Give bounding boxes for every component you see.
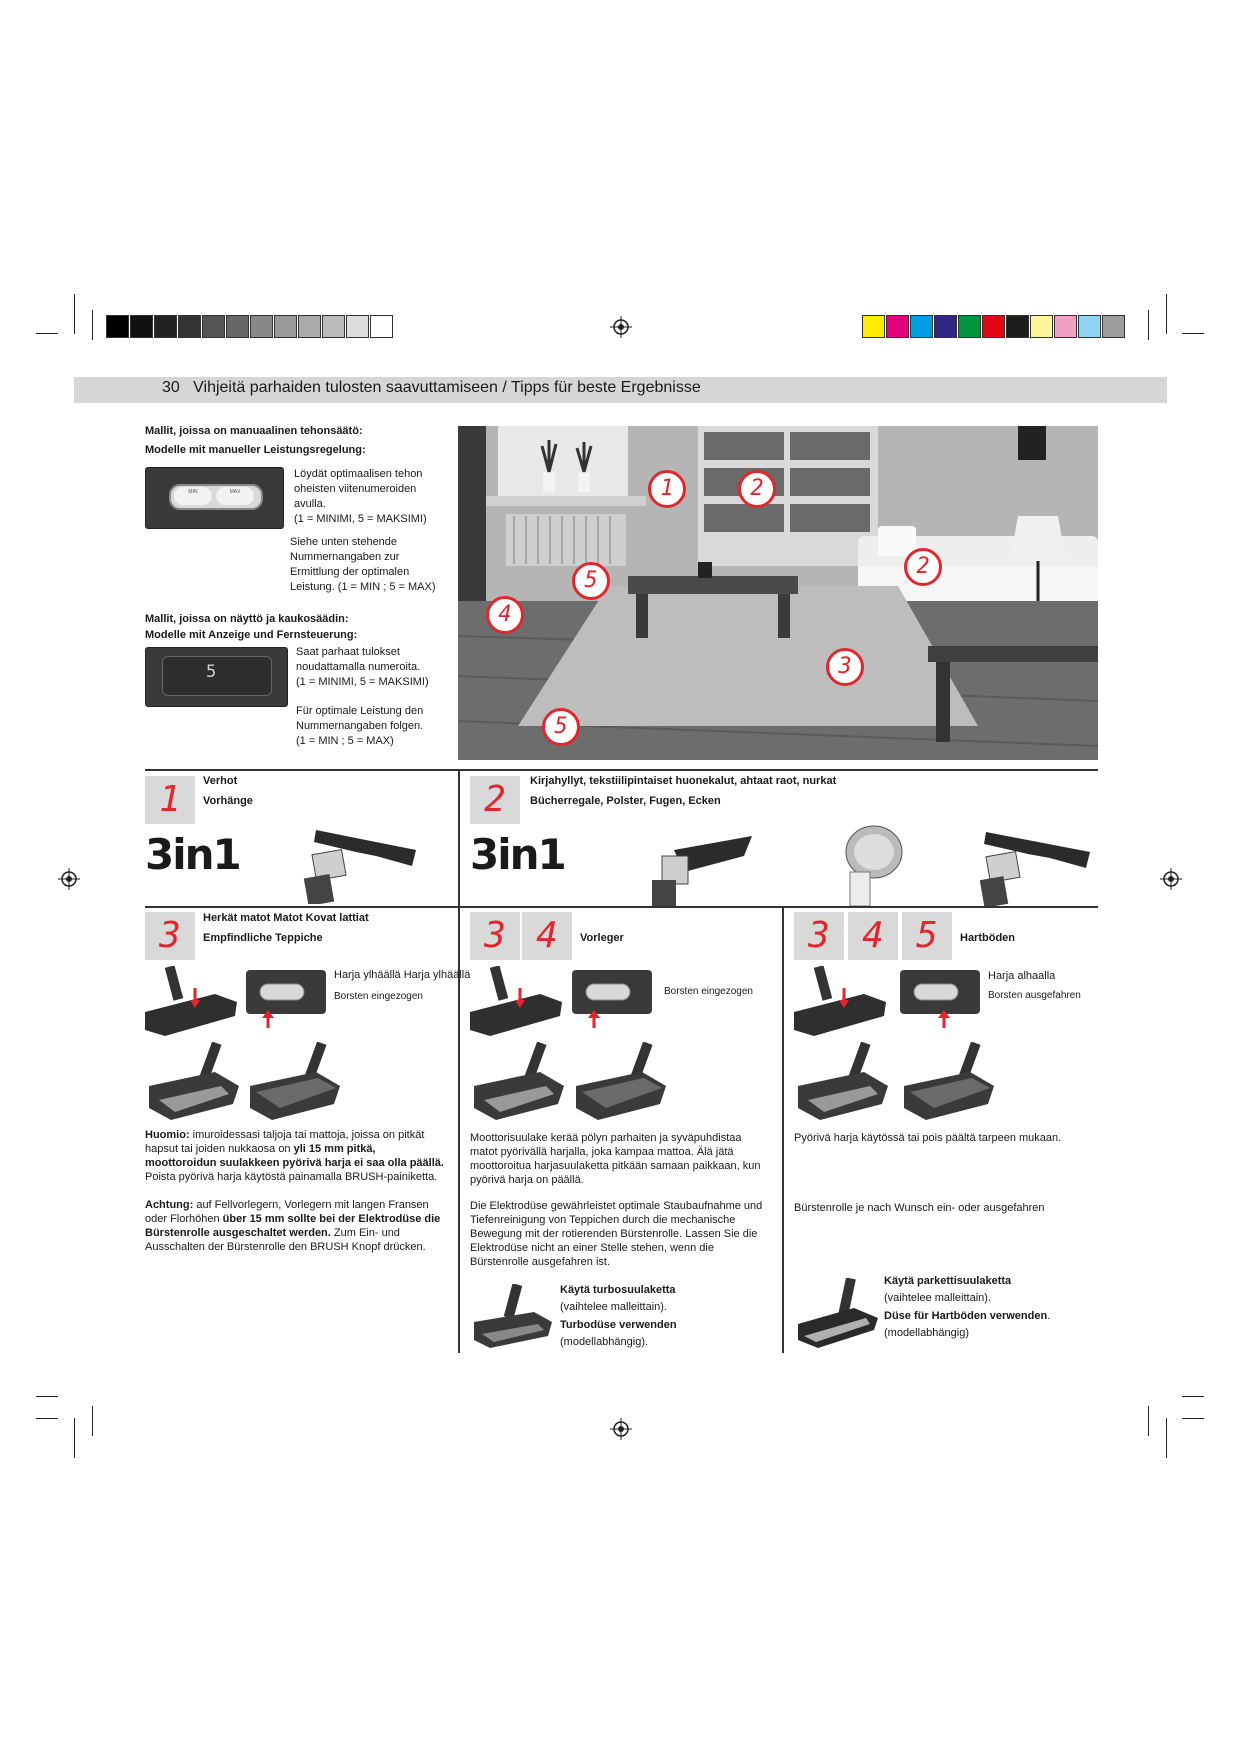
- section2-title-fi: Kirjahyllyt, tekstiilipintaiset huonekalut, ahtaat raot, nurkat: [530, 775, 837, 787]
- min-button: MIN: [174, 487, 212, 505]
- section345-text-fi: Pyörivä harja käytössä tai pois päältä tarpeen mukaan.: [794, 1132, 1062, 1144]
- digit-badge-4: 4: [522, 912, 572, 960]
- room-marker-4: 4: [486, 596, 524, 634]
- section3-note-de: Achtung: auf Fellvorlegern, Vorlegern mit langen Fransen oder Florhöhen über 15 mm sollte bei der Elektrodüse die Bürstenrolle ausgeschaltet werden. Zum Ein- und Ausschalten der Bürstenrolle den BRUSH Knopf drücken.: [145, 1199, 441, 1253]
- gray-swatch: [106, 315, 129, 338]
- registration-mark-icon: [610, 1418, 632, 1440]
- crop-mark: [36, 1396, 58, 1397]
- digit-badge-3: 3: [794, 912, 844, 960]
- floor-nozzle-icon: [572, 1042, 672, 1122]
- section1-title-de: Vorhänge: [203, 795, 253, 807]
- section3-brush-fi: Harja ylhäällä Harja ylhäällä: [334, 969, 471, 981]
- gray-swatch: [250, 315, 273, 338]
- gray-swatch: [178, 315, 201, 338]
- dusting-brush-icon: [828, 822, 908, 906]
- parquet-nozzle-de-note: (modellabhängig): [884, 1327, 969, 1339]
- manual-text-fi: Löydät optimaalisen tehon oheisten viitenumeroiden avulla. (1 = MINIMI, 5 = MAKSIMI): [294, 468, 427, 525]
- section2-title-de: Bücherregale, Polster, Fugen, Ecken: [530, 795, 721, 807]
- digit-badge-4: 4: [848, 912, 898, 960]
- section345-title: Hartböden: [960, 932, 1015, 944]
- gray-swatch: [322, 315, 345, 338]
- crop-mark: [74, 294, 75, 334]
- crop-mark: [1148, 310, 1149, 340]
- crevice-nozzle-icon: [644, 830, 754, 906]
- parquet-nozzle-de: Düse für Hartböden verwenden.: [884, 1310, 1051, 1322]
- display-text-de: Für optimale Leistung den Nummernangaben folgen. (1 = MIN ; 5 = MAX): [296, 705, 424, 747]
- manual-heading-de: Modelle mit manueller Leistungsregelung:: [145, 444, 366, 456]
- title-separator: /: [502, 379, 507, 396]
- room-marker-2: 2: [904, 548, 942, 586]
- turbo-nozzle-de-note: (modellabhängig).: [560, 1336, 649, 1348]
- crop-mark: [1166, 294, 1167, 334]
- digit-badge-5: 5: [902, 912, 952, 960]
- color-swatch: [1006, 315, 1029, 338]
- turbo-nozzle-icon: [472, 1284, 554, 1350]
- turbo-nozzle-fi-note: (vaihtelee malleittain).: [560, 1301, 667, 1313]
- section3-title-fi: Herkät matot Matot Kovat lattiat: [203, 912, 369, 924]
- floor-nozzle-icon: [900, 1042, 1000, 1122]
- color-swatch: [1102, 315, 1125, 338]
- page-title-fi: Vihjeitä parhaiden tulosten saavuttamiseen: [193, 379, 498, 396]
- section345-brush-fi: Harja alhaalla: [988, 970, 1056, 982]
- floor-nozzle-icon: [145, 1042, 245, 1122]
- room-marker-5: 5: [542, 708, 580, 746]
- color-swatch: [862, 315, 885, 338]
- section345-text-de: Bürstenrolle je nach Wunsch ein- oder ausgefahren: [794, 1202, 1045, 1214]
- section34-brush-de: Borsten eingezogen: [664, 986, 753, 997]
- section34-title: Vorleger: [580, 932, 624, 944]
- room-marker-3: 3: [826, 648, 864, 686]
- crop-mark: [36, 333, 58, 334]
- section3-title-de: Empfindliche Teppiche: [203, 932, 323, 944]
- display-heading-fi: Mallit, joissa on näyttö ja kaukosäädin:: [145, 613, 349, 625]
- divider: [145, 906, 1098, 908]
- section3-note-fi: Huomio: imuroidessasi taljoja tai mattoja, joissa on pitkät hapsut tai joiden nukkaosa on yli 15 mm pitkä, moottoroidun suulakkeen pyörivä harja ei saa olla päällä. Poista pyörivä harja käytöstä painamalla BRUSH-painiketta.: [145, 1129, 444, 1183]
- room-marker-2: 2: [738, 470, 776, 508]
- digit-badge-2: 2: [470, 776, 520, 824]
- crop-mark: [1182, 1418, 1204, 1419]
- digit-badge-3: 3: [145, 912, 195, 960]
- manual-control-panel: [145, 467, 284, 529]
- crop-mark: [92, 310, 93, 340]
- brush-control-panel-icon: [246, 970, 326, 1030]
- floor-nozzle-icon: [145, 966, 245, 1038]
- gray-swatch: [226, 315, 249, 338]
- gray-swatch: [154, 315, 177, 338]
- color-swatch: [934, 315, 957, 338]
- floor-nozzle-icon: [794, 1042, 894, 1122]
- divider: [145, 769, 1098, 771]
- manual-text-de: Siehe unten stehende Nummernangaben zur Ermittlung der optimalen Leistung. (1 = MIN ; 5 = MAX): [290, 536, 436, 593]
- floor-nozzle-icon: [794, 966, 894, 1038]
- gray-swatch: [370, 315, 393, 338]
- registration-mark-icon: [58, 868, 80, 890]
- display-value: 5: [206, 662, 217, 682]
- brush-control-panel-icon: [572, 970, 652, 1030]
- parquet-nozzle-icon: [796, 1278, 880, 1350]
- display-text-fi: Saat parhaat tulokset noudattamalla numeroita. (1 = MINIMI, 5 = MAKSIMI): [296, 646, 429, 688]
- 3in1-nozzle-icon: [972, 822, 1098, 906]
- display-heading-de: Modelle mit Anzeige und Fernsteuerung:: [145, 629, 358, 641]
- section345-brush-de: Borsten ausgefahren: [988, 990, 1081, 1001]
- turbo-nozzle-fi: Käytä turbosuulaketta: [560, 1284, 676, 1296]
- page-header: [162, 379, 701, 397]
- 3in1-label: 3in1: [470, 830, 565, 879]
- crop-mark: [36, 1418, 58, 1419]
- section34-text-fi: Moottorisuulake kerää pölyn parhaiten ja syväpuhdistaa matot pyörivällä harjalla, joka kampaa mattoa. Älä jätä moottoroitua harjasuulaketta pitkään samaan paikkaan, kun pyörivä harja on päällä.: [470, 1132, 761, 1186]
- crop-mark: [92, 1406, 93, 1436]
- digit-badge-1: 1: [145, 776, 195, 824]
- page-title-de: Tipps für beste Ergebnisse: [511, 379, 701, 396]
- gray-swatch: [274, 315, 297, 338]
- registration-mark-icon: [610, 316, 632, 338]
- crop-mark: [1148, 1406, 1149, 1436]
- divider: [782, 906, 784, 1353]
- gray-swatch: [346, 315, 369, 338]
- max-button: MAX: [216, 487, 254, 505]
- 3in1-nozzle-icon: [296, 822, 426, 904]
- display-panel: [145, 647, 288, 707]
- gray-swatch: [202, 315, 225, 338]
- floor-nozzle-icon: [470, 1042, 570, 1122]
- floor-nozzle-icon: [246, 1042, 346, 1122]
- registration-mark-icon: [1160, 868, 1182, 890]
- room-marker-5: 5: [572, 562, 610, 600]
- turbo-nozzle-de: Turbodüse verwenden: [560, 1319, 677, 1331]
- divider: [458, 769, 460, 1353]
- room-marker-1: 1: [648, 470, 686, 508]
- crop-mark: [74, 1418, 75, 1458]
- section34-text-de: Die Elektrodüse gewährleistet optimale Staubaufnahme und Tiefenreinigung von Teppichen durch die mechanische Bewegung mit der rotierenden Bürstenrolle. Lassen Sie die Elektrodüse nicht an einer Stelle stehen, wenn die Bürstenrolle ausgefahren ist.: [470, 1200, 763, 1268]
- color-swatch: [982, 315, 1005, 338]
- color-swatch: [1078, 315, 1101, 338]
- parquet-nozzle-fi: Käytä parkettisuulaketta: [884, 1275, 1012, 1287]
- crop-mark: [1182, 1396, 1204, 1397]
- color-swatch: [886, 315, 909, 338]
- color-swatch: [1054, 315, 1077, 338]
- crop-mark: [1182, 333, 1204, 334]
- color-swatch: [910, 315, 933, 338]
- floor-nozzle-icon: [470, 966, 570, 1038]
- gray-swatch: [130, 315, 153, 338]
- crop-mark: [1166, 1418, 1167, 1458]
- parquet-nozzle-fi-note: (vaihtelee malleittain).: [884, 1292, 991, 1304]
- page-number: 30: [162, 379, 180, 396]
- 3in1-label: 3in1: [145, 830, 240, 879]
- brush-control-panel-icon: [900, 970, 980, 1030]
- manual-heading-fi: Mallit, joissa on manuaalinen tehonsäätö:: [145, 425, 363, 437]
- section3-brush-de: Borsten eingezogen: [334, 991, 423, 1002]
- color-swatch: [958, 315, 981, 338]
- color-swatch: [1030, 315, 1053, 338]
- digit-badge-3: 3: [470, 912, 520, 960]
- gray-swatch: [298, 315, 321, 338]
- section1-title-fi: Verhot: [203, 775, 238, 787]
